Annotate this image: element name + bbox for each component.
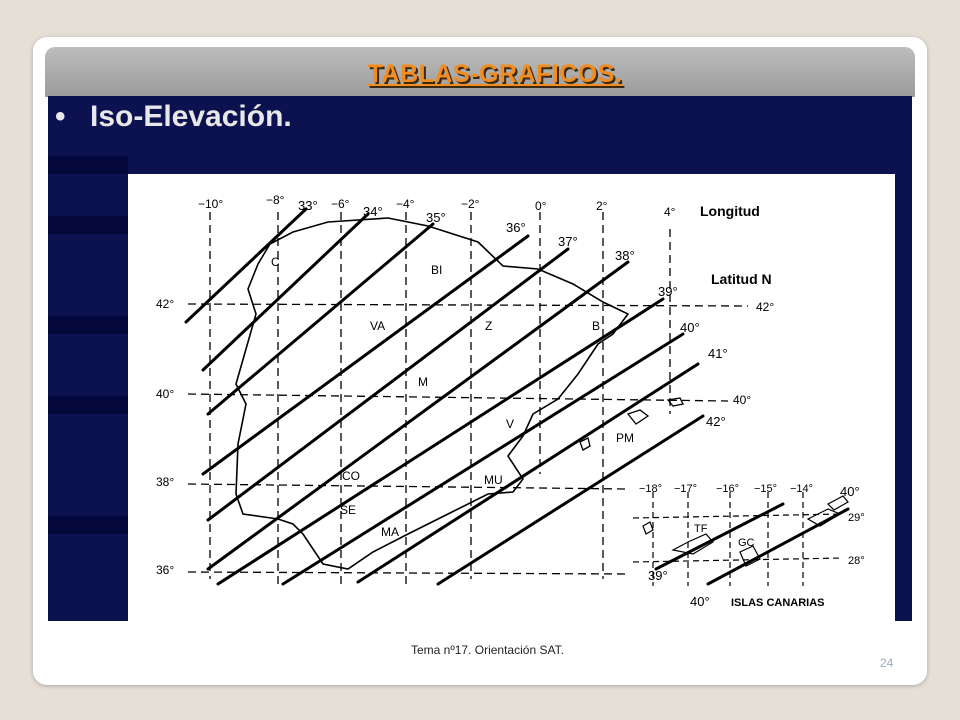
slide-title: TABLAS-GRAFICOS. — [367, 60, 623, 88]
lon-tick-label: 2° — [596, 199, 608, 213]
slide-heading: Iso-Elevación. — [90, 100, 292, 133]
lon-tick-label: −4° — [396, 197, 415, 211]
lat-tick-label: 38° — [156, 475, 175, 489]
city-label: PM — [616, 431, 634, 445]
city-label: Z — [485, 319, 493, 333]
lon-tick-label: −2° — [461, 197, 480, 211]
lon-tick-label: 0° — [535, 199, 547, 213]
lon-tick-label: −10° — [198, 197, 224, 211]
heading-bullet: • — [55, 100, 66, 133]
elevation-label: 34° — [363, 204, 383, 219]
canarias-island-label: TF — [694, 523, 708, 535]
lon-tick-label: −8° — [266, 193, 285, 207]
elevation-label: 39° — [658, 284, 678, 299]
elevation-label: 33° — [298, 198, 318, 213]
city-label: B — [592, 319, 601, 333]
elevation-label: 38° — [615, 248, 635, 263]
canarias-island-label: GC — [738, 537, 755, 549]
longitud-label: Longitud — [700, 203, 760, 219]
canarias-elevation-label: 40° — [840, 484, 860, 499]
canarias-lat-label: 29° — [848, 512, 865, 524]
canarias-lon-label: −18° — [639, 483, 663, 495]
city-label: BI — [431, 263, 443, 277]
elevation-label: 36° — [506, 220, 526, 235]
city-label: MA — [381, 525, 399, 539]
lon-tick-label: 4° — [664, 205, 676, 219]
latitud-label: Latitud N — [711, 271, 772, 287]
canarias-lon-label: −14° — [790, 483, 814, 495]
elevation-label: 37° — [558, 234, 578, 249]
iso-elevation-map — [128, 174, 895, 621]
canarias-lon-label: −17° — [674, 483, 698, 495]
page-number: 24 — [880, 656, 894, 670]
decor-stripe — [48, 316, 128, 334]
decor-stripe — [48, 516, 128, 534]
city-label: C — [271, 255, 280, 269]
elevation-label: 41° — [708, 346, 728, 361]
lat-tick-label: 42° — [156, 297, 175, 311]
decor-stripe — [48, 156, 128, 174]
city-label: SE — [340, 503, 357, 517]
city-label: VA — [370, 319, 386, 333]
decor-stripe — [48, 396, 128, 414]
city-label: MU — [484, 473, 503, 487]
canarias-caption: ISLAS CANARIAS — [731, 597, 825, 609]
elevation-label: 42° — [706, 414, 726, 429]
elevation-label: 40° — [680, 320, 700, 335]
lat-right-label: 40° — [733, 393, 752, 407]
canarias-lon-label: −16° — [716, 483, 740, 495]
iso-elevation-lines — [186, 209, 703, 584]
canarias-elevation-label: 39° — [648, 568, 668, 583]
map-figure — [128, 174, 895, 621]
city-label: V — [506, 417, 515, 431]
decor-stripe — [48, 216, 128, 234]
lat-right-label: 42° — [756, 300, 775, 314]
city-label: CO — [342, 469, 360, 483]
canarias-lon-label: −15° — [754, 483, 778, 495]
canarias-lat-label: 28° — [848, 555, 865, 567]
mallorca-island — [628, 410, 648, 424]
elevation-label: 35° — [426, 210, 446, 225]
city-label: M — [418, 375, 428, 389]
lat-tick-label: 40° — [156, 387, 175, 401]
slide-footer: Tema nº17. Orientación SAT. — [411, 643, 564, 657]
lat-tick-label: 36° — [156, 563, 175, 577]
lon-tick-label: −6° — [331, 197, 350, 211]
canarias-elevation-label: 40° — [690, 594, 710, 609]
